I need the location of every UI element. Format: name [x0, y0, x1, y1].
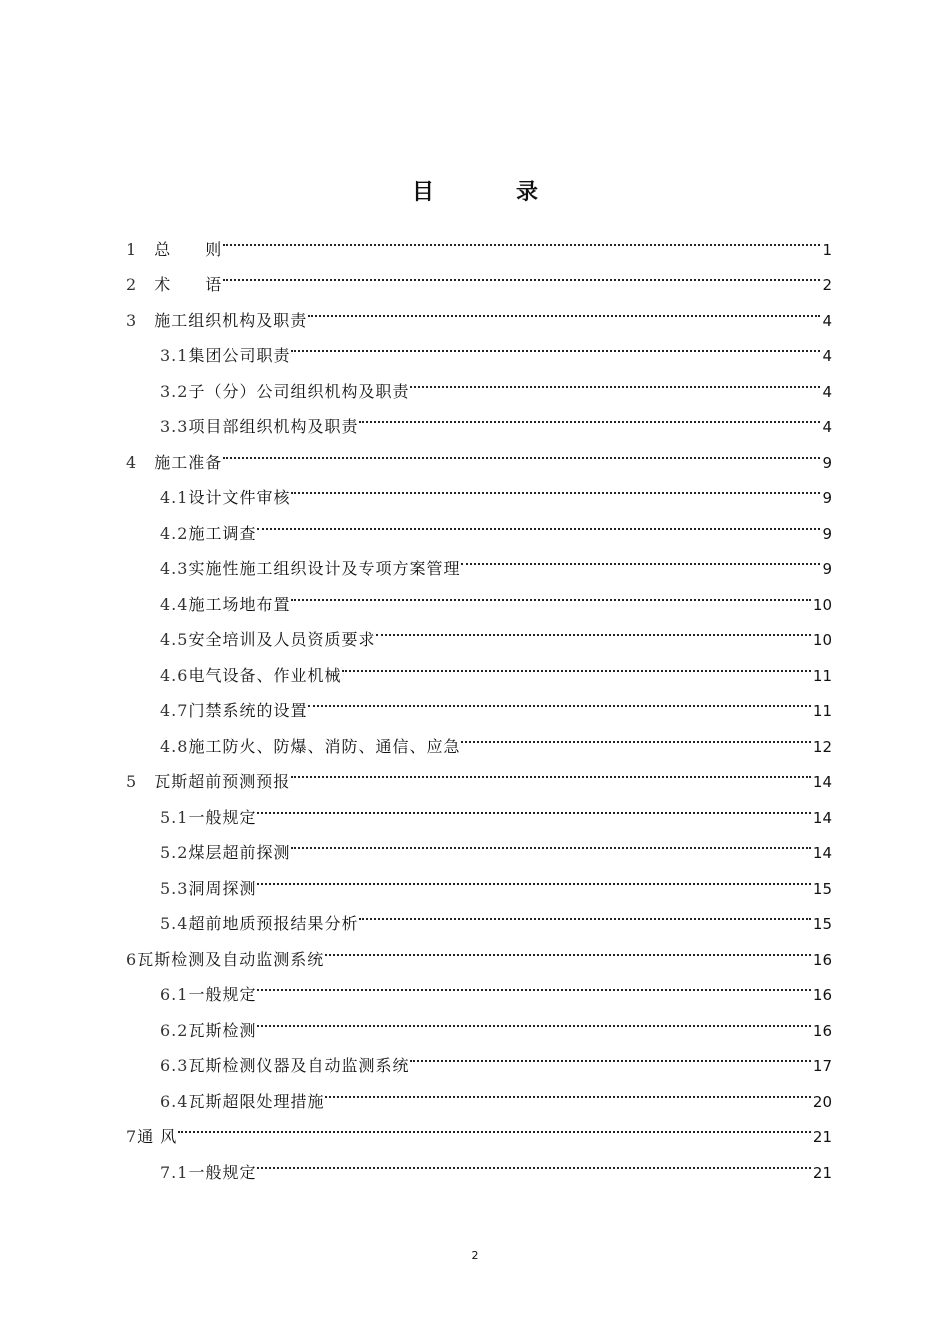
toc-entry-label: 集团公司职责: [188, 346, 291, 365]
toc-entry-label: 实施性施工组织设计及专项方案管理: [188, 559, 461, 578]
toc-entry-page: 14: [812, 844, 832, 862]
toc-entry-page: 16: [812, 950, 832, 969]
toc-entry-number: 1: [126, 239, 155, 259]
toc-entry-label: 瓦斯检测仪器及自动监测系统: [188, 1056, 410, 1075]
toc-dot-leader: [461, 716, 810, 752]
toc-entry-number: 6.1: [160, 985, 189, 1004]
toc-entry-page: 10: [812, 631, 832, 649]
page-number: 2: [471, 1249, 479, 1262]
toc-entry-page: 4: [822, 418, 832, 436]
toc-entry-page: 2: [822, 276, 832, 294]
toc-entry-number: 5.4: [160, 914, 189, 933]
toc-entry-label: 施工组织机构及职责: [154, 310, 308, 330]
toc-entry-page: 14: [812, 808, 832, 827]
toc-entry-number: 3.1: [160, 346, 189, 365]
toc-entry-page: 15: [812, 915, 832, 933]
toc-entry-page: 21: [812, 1163, 832, 1182]
toc-dot-leader: [291, 468, 820, 504]
toc-entry-page: 12: [812, 737, 832, 756]
toc-entry-number: 3.3: [160, 417, 189, 436]
toc-entry-label: 子（分）公司组织机构及职责: [188, 381, 410, 401]
toc-entry-label: 超前地质预报结果分析: [188, 914, 359, 933]
toc-entry-page: 9: [822, 560, 832, 578]
toc-section-entry[interactable]: [126, 1142, 832, 1182]
toc-entry-number: 4.7: [160, 701, 189, 720]
toc-entry-page: 16: [812, 1021, 832, 1040]
toc-dot-leader: [257, 1142, 810, 1178]
toc-entry-number: 3.2: [160, 381, 189, 401]
toc-dot-leader: [257, 787, 810, 823]
toc-chapter-entry[interactable]: [126, 290, 832, 330]
toc-dot-leader: [257, 503, 820, 539]
toc-dot-leader: [223, 432, 820, 468]
toc-dot-leader: [291, 752, 811, 788]
toc-entry-page: 1: [822, 240, 832, 259]
toc-entry-label: 施工准备: [154, 452, 223, 472]
toc-entry-label: 一般规定: [188, 985, 257, 1004]
toc-entry-label: 施工调查: [188, 523, 257, 543]
toc-dot-leader: [325, 1071, 810, 1107]
toc-entry-page: 9: [822, 453, 832, 472]
toc-entry-number: 2: [126, 275, 155, 294]
toc-entry-page: 4: [822, 382, 832, 401]
table-of-contents: [126, 219, 832, 1182]
toc-entry-label: 瓦斯检测及自动监测系统: [137, 949, 325, 969]
toc-entry-number: 4.5: [160, 630, 189, 649]
toc-section-entry[interactable]: [126, 468, 832, 507]
toc-dot-leader: [376, 610, 810, 646]
toc-title: 目 录: [411, 180, 568, 205]
toc-dot-leader: [257, 1000, 810, 1036]
toc-entry-page: 17: [812, 1057, 832, 1075]
toc-entry-number: 5: [126, 772, 155, 791]
toc-entry-number: 4.4: [160, 594, 189, 614]
toc-entry-number: 6: [126, 949, 138, 969]
toc-entry-page: 11: [812, 666, 832, 685]
toc-dot-leader: [410, 361, 820, 397]
toc-entry-number: 6.3: [160, 1056, 189, 1075]
toc-chapter-entry[interactable]: [126, 432, 832, 472]
toc-entry-page: 4: [822, 347, 832, 365]
toc-entry-number: 4.8: [160, 736, 189, 756]
toc-dot-leader: [178, 1107, 811, 1143]
toc-entry-number: 7: [126, 1127, 138, 1146]
toc-entry-number: 4.6: [160, 665, 189, 685]
toc-entry-page: 21: [812, 1128, 832, 1146]
toc-dot-leader: [291, 326, 820, 362]
toc-entry-label: 一般规定: [188, 807, 257, 827]
toc-entry-label: 施工防火、防爆、消防、通信、应急: [188, 736, 461, 756]
toc-dot-leader: [223, 219, 820, 255]
toc-dot-leader: [359, 397, 820, 433]
toc-entry-number: 5.2: [160, 843, 189, 862]
toc-entry-label: 电气设备、作业机械: [188, 665, 342, 685]
toc-entry-label: 洞周探测: [188, 878, 257, 898]
toc-entry-page: 4: [822, 311, 832, 330]
toc-entry-number: 4.1: [160, 488, 189, 507]
toc-entry-page: 9: [822, 524, 832, 543]
toc-entry-label: 瓦斯超前预测预报: [154, 772, 291, 791]
toc-entry-number: 4.2: [160, 523, 189, 543]
toc-entry-label: 安全培训及人员资质要求: [188, 630, 376, 649]
toc-entry-page: 11: [812, 702, 832, 720]
toc-dot-leader: [257, 858, 810, 894]
toc-entry-label: 通 风: [137, 1127, 178, 1146]
toc-entry-page: 10: [812, 595, 832, 614]
toc-entry-label: 门禁系统的设置: [188, 701, 308, 720]
toc-dot-leader: [223, 255, 820, 291]
toc-entry-label: 设计文件审核: [188, 488, 291, 507]
toc-entry-number: 7.1: [160, 1162, 189, 1182]
toc-entry-number: 5.3: [160, 878, 189, 898]
toc-chapter-entry[interactable]: [126, 255, 832, 294]
toc-chapter-entry[interactable]: [126, 219, 832, 259]
toc-entry-number: 6.2: [160, 1020, 189, 1040]
toc-dot-leader: [342, 645, 810, 681]
toc-entry-label: 总 则: [154, 239, 223, 259]
toc-dot-leader: [291, 823, 810, 859]
toc-entry-number: 4: [126, 452, 155, 472]
toc-dot-leader: [257, 965, 810, 1001]
toc-entry-number: 3: [126, 310, 155, 330]
toc-entry-label: 施工场地布置: [188, 594, 291, 614]
toc-dot-leader: [359, 894, 810, 930]
toc-entry-label: 瓦斯检测: [188, 1020, 257, 1040]
toc-entry-number: 5.1: [160, 807, 189, 827]
toc-entry-label: 一般规定: [188, 1162, 257, 1182]
toc-dot-leader: [291, 574, 810, 610]
toc-entry-page: 16: [812, 986, 832, 1004]
toc-entry-page: 9: [822, 489, 832, 507]
toc-entry-label: 术 语: [154, 275, 223, 294]
toc-entry-label: 项目部组织机构及职责: [188, 417, 359, 436]
toc-entry-page: 20: [812, 1092, 832, 1111]
toc-entry-label: 煤层超前探测: [188, 843, 291, 862]
toc-entry-number: 6.4: [160, 1091, 189, 1111]
toc-dot-leader: [308, 681, 810, 717]
toc-dot-leader: [410, 1036, 810, 1072]
toc-entry-label: 瓦斯超限处理措施: [188, 1091, 325, 1111]
toc-entry-number: 4.3: [160, 559, 189, 578]
toc-dot-leader: [461, 539, 820, 575]
toc-dot-leader: [325, 929, 811, 965]
toc-entry-page: 14: [812, 773, 832, 791]
toc-chapter-entry[interactable]: [126, 1107, 832, 1146]
toc-dot-leader: [308, 290, 820, 326]
toc-entry-page: 15: [812, 879, 832, 898]
